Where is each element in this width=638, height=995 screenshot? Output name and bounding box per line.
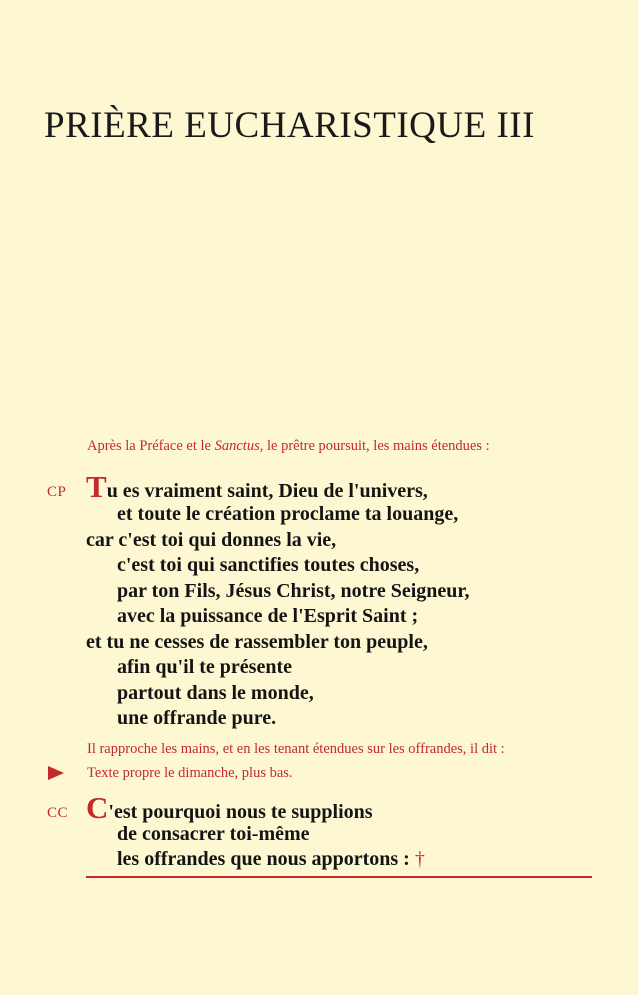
verse-text: 'est pourquoi nous te supplions bbox=[108, 801, 373, 823]
verse-line: avec la puissance de l'Esprit Saint ; bbox=[117, 605, 419, 627]
verse-line: c'est toi qui sanctifies toutes choses, bbox=[117, 554, 420, 576]
verse-line: partout dans le monde, bbox=[117, 682, 314, 704]
right-triangle-icon bbox=[48, 766, 64, 780]
verse-line: car c'est toi qui donnes la vie, bbox=[86, 529, 337, 551]
rubric-intro-text-1: Après la Préface et le bbox=[87, 438, 215, 454]
rubric-intro-sanctus: Sanctus, bbox=[214, 438, 264, 454]
verse-line: une offrande pure. bbox=[117, 707, 277, 729]
verse-text: les offrandes que nous apportons : bbox=[117, 848, 410, 870]
cross-mark: † bbox=[414, 848, 425, 870]
page-title: PRIÈRE EUCHARISTIQUE III bbox=[44, 105, 535, 146]
verse-line bbox=[86, 469, 428, 504]
verse-line: et tu ne cesses de rassembler ton peuple, bbox=[86, 631, 428, 653]
sunday-note: Texte propre le dimanche, plus bas. bbox=[87, 765, 293, 781]
dropcap-t: T bbox=[86, 469, 107, 504]
verse-line bbox=[117, 847, 425, 871]
rubric-intro bbox=[87, 438, 490, 455]
rubric-hands: Il rapproche les mains, et en les tenant étendues sur les offrandes, il dit : bbox=[87, 741, 505, 757]
speaker-cc: CC bbox=[47, 805, 69, 821]
speaker-cp: CP bbox=[47, 484, 67, 500]
verse-line: afin qu'il te présente bbox=[117, 656, 292, 678]
verse-text: u es vraiment saint, Dieu de l'univers, bbox=[106, 480, 428, 502]
verse-line bbox=[86, 790, 373, 825]
dropcap-c: C bbox=[86, 790, 109, 825]
rubric-intro-text-2: le prêtre poursuit, les mains étendues : bbox=[263, 438, 490, 454]
verse-line: par ton Fils, Jésus Christ, notre Seigneur, bbox=[117, 580, 470, 602]
verse-line: de consacrer toi-même bbox=[117, 823, 310, 845]
verse-line: et toute le création proclame ta louange, bbox=[117, 503, 459, 525]
section-divider bbox=[86, 876, 592, 878]
